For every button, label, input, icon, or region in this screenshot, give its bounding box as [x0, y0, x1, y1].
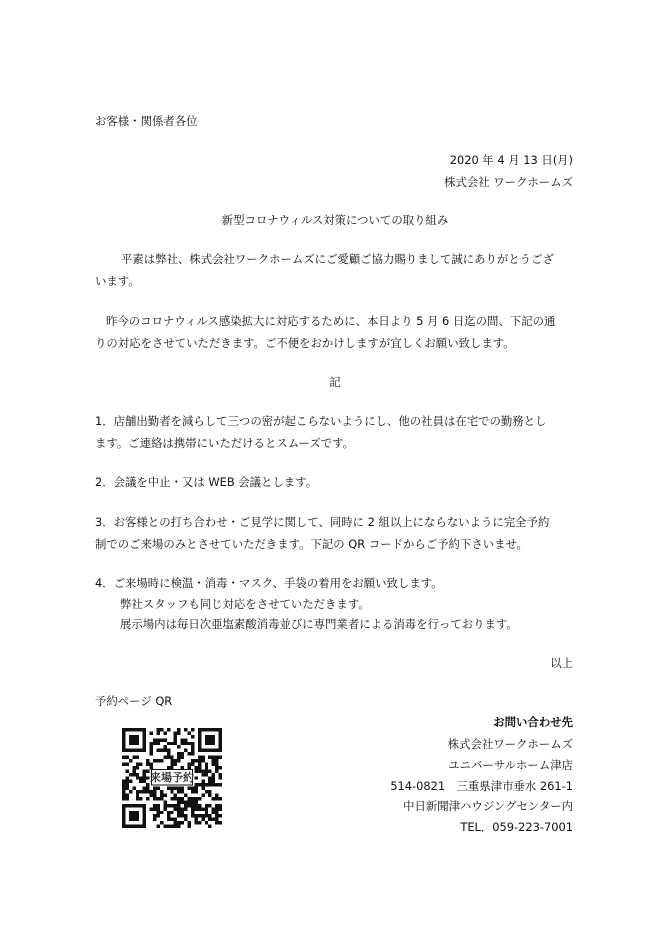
document-date: 2020 年 4 月 13 日(月) — [449, 153, 573, 167]
item-4-line-2: 弊社スタッフも同じ対応をさせていただきます。 — [120, 597, 370, 611]
item-1-line-1: 1．店舗出勤者を減らして三つの密が起こらないようにし、他の社員は在宅での勤務とし — [95, 414, 547, 428]
contact-building: 中日新聞津ハウジングセンター内 — [403, 799, 573, 813]
contact-company: 株式会社ワークホームズ — [447, 737, 573, 751]
item-3-line-1: 3．お客様との打ち合わせ・ご見学に関して、同時に 2 組以上にならないように完全予約 — [95, 515, 550, 529]
document-title: 新型コロナウィルス対策についての取り組み — [221, 213, 449, 227]
item-1-line-2: ます。ご連絡は携帯にいただけるとスムーズです。 — [95, 436, 355, 450]
qr-code-image[interactable] — [122, 728, 222, 828]
paragraph-1-line-2: います。 — [95, 274, 140, 288]
contact-branch: ユニバーサルホーム津店 — [448, 758, 573, 772]
contact-address: 514-0821 三重県津市垂水 261-1 — [390, 779, 573, 793]
qr-label: 予約ページ QR — [95, 694, 173, 708]
paragraph-2-line-2: りの対応をさせていただきます。ご不便をおかけしますが宜しくお願い致します。 — [95, 336, 515, 350]
closing-ijou: 以上 — [550, 656, 573, 670]
item-4-line-1: 4．ご来場時に検温・消毒・マスク、手袋の着用をお願い致します。 — [95, 576, 443, 590]
paragraph-1-line-1: 平素は弊社、株式会社ワークホームズにご愛顧ご協力賜りまして誠にありがとうござ — [121, 252, 554, 266]
item-3-line-2: 制でのご来場のみとさせていただきます。下記の QR コードからご予約下さいませ。 — [95, 537, 528, 551]
salutation: お客様・関係者各位 — [95, 114, 198, 128]
contact-heading: お問い合わせ先 — [493, 715, 573, 729]
sender-company: 株式会社 ワークホームズ — [444, 175, 573, 189]
item-4-line-3: 展示場内は毎日次亜塩素酸消毒並びに専門業者による消毒を行っております。 — [120, 617, 518, 631]
ki-heading: 記 — [329, 375, 341, 389]
item-2-line-1: 2．会議を中止・又は WEB 会議とします。 — [95, 475, 318, 489]
qr-stamp-text: 来場予約 — [149, 771, 195, 785]
paragraph-2-line-1: 昨今のコロナウィルス感染拡大に対応するために、本日より 5 月 6 日迄の間、下記の通 — [106, 314, 556, 328]
contact-tel: TEL．059-223-7001 — [460, 820, 573, 834]
